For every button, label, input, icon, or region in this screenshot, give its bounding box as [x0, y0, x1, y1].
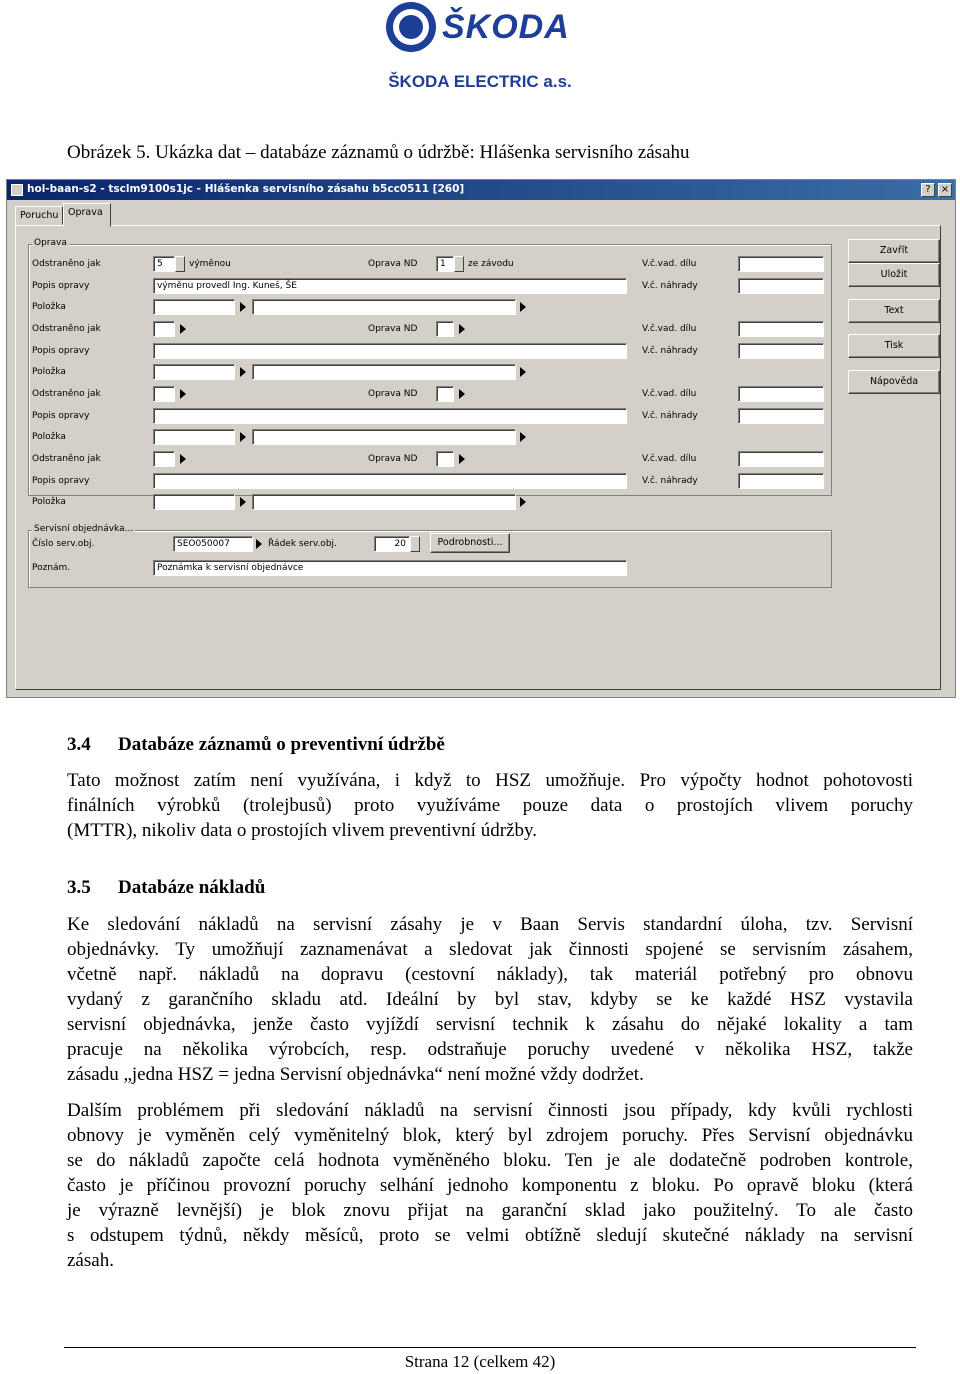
oprava-nd-field-2[interactable] — [436, 321, 454, 337]
app-window — [6, 179, 956, 698]
text-line: Tato možnost zatím není využívána, i když to HSZ umožňuje. Pro výpočty hodnot pohotovosti — [67, 770, 913, 791]
label-vc-vad-dilu-2: V.č.vad. dílu — [642, 324, 697, 334]
code-text-1: výměnou — [189, 259, 231, 269]
label-oprava-nd-4: Oprava ND — [368, 454, 418, 464]
cislo-serv-obj-field[interactable]: SEO050007 — [173, 536, 253, 552]
text-line: včetně např. nákladů na dopravu (cestovní náklady), tak materiál potřebný pro obnovu — [67, 964, 913, 985]
label-vc-nahrady-4: V.č. náhrady — [642, 476, 698, 486]
vc-nahrady-field-3[interactable] — [738, 408, 824, 424]
vc-nahrady-field-4[interactable] — [738, 473, 824, 489]
polozka-arrow-icon-4[interactable] — [240, 432, 246, 442]
label-oprava-nd-3: Oprava ND — [368, 389, 418, 399]
label-vc-nahrady-2: V.č. náhrady — [642, 346, 698, 356]
label-popis-opravy-3: Popis opravy — [32, 411, 90, 421]
oprava-nd-arrow-icon-4[interactable] — [459, 454, 465, 464]
vc-vad-dilu-field-1[interactable] — [738, 256, 824, 272]
section-3-4-number: 3.4 — [67, 734, 91, 755]
text-button[interactable]: Text — [848, 299, 940, 323]
polozka-desc-arrow-icon-2[interactable] — [520, 302, 526, 312]
text-line: Ke sledování nákladů na servisní zásahy je v Baan Servis standardní úloha, tzv. Servisní — [67, 914, 913, 935]
popis-opravy-field-2[interactable] — [153, 343, 627, 359]
text-line: je výrazně levnější) je blok znovu přijat na garanční sklad jako použitelný. To ale často — [67, 1200, 913, 1221]
polozka-desc-field-4[interactable] — [252, 429, 516, 445]
window-titlebar — [7, 180, 955, 200]
section-3-5-paragraph-1 — [67, 912, 913, 1087]
label-odstraneno-jak-1: Odstraněno jak — [32, 259, 101, 269]
polozka-field-5[interactable] — [153, 494, 235, 510]
section-3-4-title: Databáze záznamů o preventivní údržbě — [118, 734, 445, 755]
label-radek-serv-obj: Řádek serv.obj. — [268, 539, 337, 549]
polozka-arrow-icon-2[interactable] — [240, 302, 246, 312]
podrobnosti-button[interactable]: Podrobnosti... — [430, 533, 510, 553]
tab-panel — [15, 225, 941, 690]
text-line: s odstupem týdnů, někdy měsíců, proto se velmi obtížně sledují skutečné náklady na servisní — [67, 1225, 913, 1246]
napoveda-button[interactable]: Nápověda — [848, 370, 940, 394]
text-line: servisní objednávka, jenže často vyjíždí servisní technik k zásahu do nějaké lokality a tam — [67, 1014, 913, 1035]
vc-vad-dilu-field-3[interactable] — [738, 386, 824, 402]
label-cislo-serv-obj: Číslo serv.obj. — [32, 539, 95, 549]
text-line: se do nákladů započte celá hodnota vyměněného bloku. Ten je ale dodatečně podroben kontrole, — [67, 1150, 913, 1171]
skoda-emblem-icon — [386, 2, 436, 52]
code-arrow-icon-2[interactable] — [180, 324, 186, 334]
code-field-1[interactable]: 5 — [153, 256, 175, 272]
page-footer: Strana 12 (celkem 42) — [404, 1352, 556, 1371]
service-order-group-title: Servisní objednávka... — [34, 524, 134, 534]
oprava-group-title: Oprava — [34, 238, 67, 248]
oprava-nd-text-1: ze závodu — [468, 259, 514, 269]
label-popis-opravy-4: Popis opravy — [32, 476, 90, 486]
label-popis-opravy-2: Popis opravy — [32, 346, 90, 356]
label-polozka-2: Položka — [32, 302, 66, 312]
vc-vad-dilu-field-4[interactable] — [738, 451, 824, 467]
figure-caption: Obrázek 5. Ukázka dat – databáze záznamů o údržbě: Hlášenka servisního zásahu — [67, 142, 690, 163]
code-field-2[interactable] — [153, 321, 175, 337]
poznam-field[interactable]: Poznámka k servisní objednávce — [153, 560, 627, 576]
oprava-nd-arrow-icon-2[interactable] — [459, 324, 465, 334]
polozka-desc-field-2[interactable] — [252, 299, 516, 315]
tisk-button[interactable]: Tisk — [848, 334, 940, 358]
polozka-desc-arrow-icon-4[interactable] — [520, 432, 526, 442]
text-line: obnovy je vyměněn celý vyměnitelný blok, který byl zdrojem poruchy. Přes Servisní objednávku — [67, 1125, 913, 1146]
zavrit-button[interactable]: Zavřít — [848, 239, 940, 263]
label-odstraneno-jak-4: Odstraněno jak — [32, 454, 101, 464]
polozka-arrow-icon-3[interactable] — [240, 367, 246, 377]
tab-oprava[interactable]: Oprava — [63, 203, 111, 227]
footer-divider — [64, 1347, 916, 1348]
label-vc-nahrady-3: V.č. náhrady — [642, 411, 698, 421]
polozka-field-3[interactable] — [153, 364, 235, 380]
oprava-nd-field-1[interactable]: 1 — [436, 256, 454, 272]
text-line: zásah. — [67, 1250, 114, 1271]
window-title: hol-baan-s2 - tsclm9100s1jc - Hlášenka servisního zásahu b5cc0511 [260] — [27, 183, 465, 195]
label-vc-vad-dilu-3: V.č.vad. dílu — [642, 389, 697, 399]
text-line: vydaný z garančního skladu atd. Ideální by byl stav, kdyby se ke každé HSZ vystavila — [67, 989, 913, 1010]
popis-opravy-field-4[interactable] — [153, 473, 627, 489]
radek-spinner[interactable] — [410, 536, 420, 552]
code-spinner-1[interactable] — [175, 256, 185, 272]
section-3-4-paragraph — [67, 768, 913, 843]
app-icon — [11, 184, 23, 196]
tab-poruchu[interactable]: Poruchu — [15, 206, 63, 225]
section-3-5-paragraph-2 — [67, 1098, 913, 1273]
close-window-button[interactable]: × — [938, 183, 952, 197]
code-field-3[interactable] — [153, 386, 175, 402]
polozka-field-2[interactable] — [153, 299, 235, 315]
label-poznam: Poznám. — [32, 563, 71, 573]
section-3-5-title: Databáze nákladů — [118, 877, 266, 898]
code-arrow-icon-4[interactable] — [180, 454, 186, 464]
polozka-desc-arrow-icon-3[interactable] — [520, 367, 526, 377]
section-3-5-heading — [67, 877, 265, 899]
polozka-desc-field-5[interactable] — [252, 494, 516, 510]
polozka-field-4[interactable] — [153, 429, 235, 445]
code-field-4[interactable] — [153, 451, 175, 467]
radek-serv-obj-field[interactable]: 20 — [374, 536, 410, 552]
oprava-nd-field-4[interactable] — [436, 451, 454, 467]
polozka-arrow-icon-5[interactable] — [240, 497, 246, 507]
vc-nahrady-field-2[interactable] — [738, 343, 824, 359]
label-vc-vad-dilu-4: V.č.vad. dílu — [642, 454, 697, 464]
popis-opravy-field-3[interactable] — [153, 408, 627, 424]
label-polozka-4: Položka — [32, 432, 66, 442]
skoda-logo — [386, 2, 570, 54]
help-window-button[interactable]: ? — [921, 183, 935, 197]
label-odstraneno-jak-2: Odstraněno jak — [32, 324, 101, 334]
section-3-4-heading — [67, 734, 445, 756]
polozka-desc-arrow-icon-5[interactable] — [520, 497, 526, 507]
code-arrow-icon-3[interactable] — [180, 389, 186, 399]
oprava-nd-arrow-icon-3[interactable] — [459, 389, 465, 399]
logo-wordmark: ŠKODA — [442, 8, 570, 46]
text-line: Dalším problémem při sledování nákladů na servisní činnosti jsou případy, kdy kvůli rychlosti — [67, 1100, 913, 1121]
text-line: pracuje na několika výrobcích, resp. odstraňuje poruchy uvedené v několika HSZ, takže — [67, 1039, 913, 1060]
company-name: ŠKODA ELECTRIC a.s. — [388, 72, 572, 91]
cislo-serv-obj-arrow-icon[interactable] — [256, 539, 262, 549]
ulozit-button[interactable]: Uložit — [848, 263, 940, 287]
text-line: objednávky. Ty umožňují zaznamenávat a sledovat jak činnosti spojené se servisním zásahem, — [67, 939, 913, 960]
text-line: často je příčinou provozní poruchy selhání jednoho komponentu z bloku. Po opravě bloku (která — [67, 1175, 913, 1196]
oprava-nd-spinner-1[interactable] — [454, 256, 464, 272]
section-3-5-number: 3.5 — [67, 877, 91, 898]
label-oprava-nd-2: Oprava ND — [368, 324, 418, 334]
label-polozka-5: Položka — [32, 497, 66, 507]
label-polozka-3: Položka — [32, 367, 66, 377]
vc-vad-dilu-field-2[interactable] — [738, 321, 824, 337]
vc-nahrady-field-1[interactable] — [738, 278, 824, 294]
label-oprava-nd-1: Oprava ND — [368, 259, 418, 269]
oprava-nd-field-3[interactable] — [436, 386, 454, 402]
polozka-desc-field-3[interactable] — [252, 364, 516, 380]
text-line: zásadu „jedna HSZ = jedna Servisní objednávka“ není možné vždy dodržet. — [67, 1064, 644, 1085]
text-line: finálních výrobků (trolejbusů) proto využíváme pouze data o prostojích vlivem poruchy — [67, 795, 913, 816]
text-line: (MTTR), nikoliv data o prostojích vlivem preventivní údržby. — [67, 820, 537, 841]
popis-opravy-field-1[interactable]: výměnu provedl Ing. Kuneš, ŠE — [153, 278, 627, 294]
label-popis-opravy-1: Popis opravy — [32, 281, 90, 291]
label-vc-vad-dilu-1: V.č.vad. dílu — [642, 259, 697, 269]
label-vc-nahrady-1: V.č. náhrady — [642, 281, 698, 291]
label-odstraneno-jak-3: Odstraněno jak — [32, 389, 101, 399]
